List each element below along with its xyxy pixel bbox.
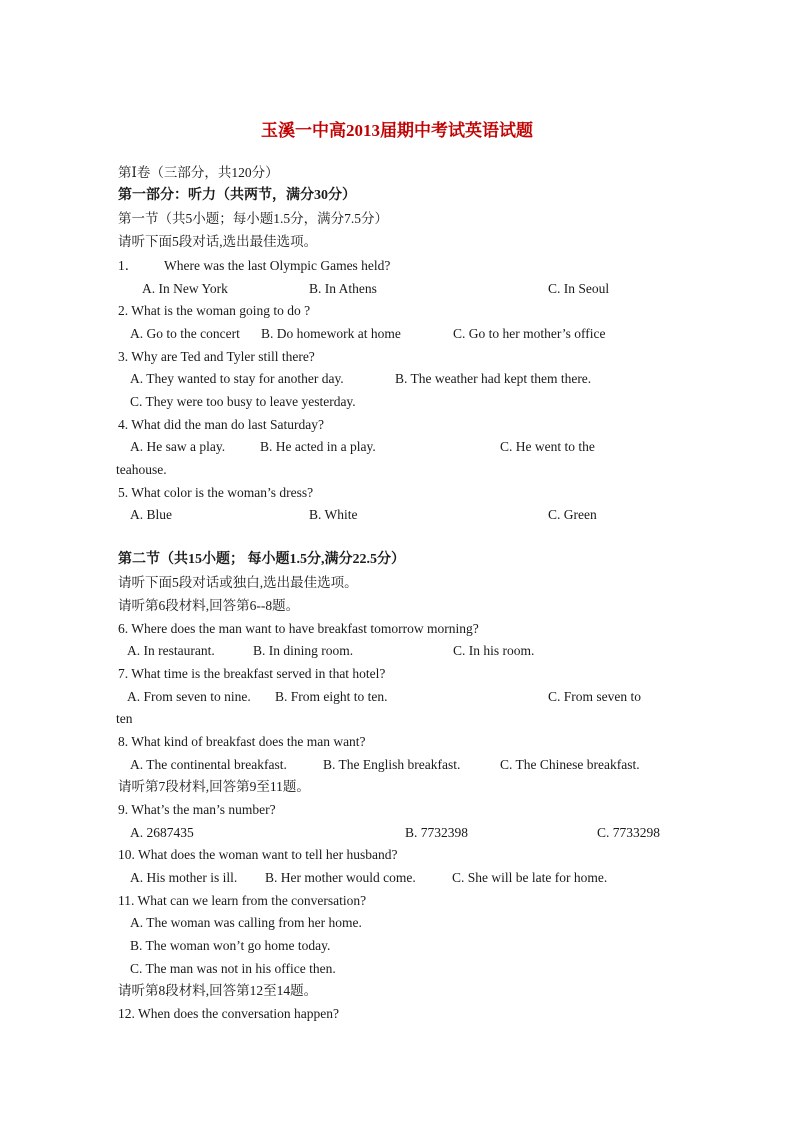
q7-option-c-continued: ten bbox=[116, 711, 133, 726]
question-1: Where was the last Olympic Games held? bbox=[164, 258, 391, 273]
q9-option-c: C. 7733298 bbox=[597, 825, 661, 840]
question-2: 2. What is the woman going to do ? bbox=[118, 303, 311, 318]
q5-option-b: B. White bbox=[309, 507, 358, 522]
q10-option-c: C. She will be late for home. bbox=[452, 870, 608, 885]
q2-option-c: C. Go to her mother’s office bbox=[453, 326, 606, 341]
question-5: 5. What color is the woman’s dress? bbox=[118, 485, 314, 500]
q6-option-b: B. In dining room. bbox=[253, 643, 354, 658]
q6-option-a: A. In restaurant. bbox=[127, 643, 215, 658]
q7-option-b: B. From eight to ten. bbox=[275, 689, 388, 704]
q2-option-a: A. Go to the concert bbox=[130, 326, 240, 341]
q11-option-c: C. The man was not in his office then. bbox=[130, 961, 336, 976]
part1-heading: 第一部分：听力（共两节，满分30分） bbox=[118, 188, 356, 203]
material-6-instruction: 请听第6段材料,回答第6--8题。 bbox=[118, 598, 300, 613]
question-3: 3. Why are Ted and Tyler still there? bbox=[118, 349, 315, 364]
q3-option-c: C. They were too busy to leave yesterday. bbox=[130, 394, 356, 409]
q1-option-a: A. In New York bbox=[142, 281, 228, 296]
q8-option-c: C. The Chinese breakfast. bbox=[500, 757, 640, 772]
q4-option-c-continued: teahouse. bbox=[116, 462, 167, 477]
material-7-instruction: 请听第7段材料,回答第9至11题。 bbox=[118, 779, 310, 794]
q3-option-b: B. The weather had kept them there. bbox=[395, 371, 592, 386]
volume-heading: 第Ⅰ卷（三部分，共120分） bbox=[118, 165, 279, 180]
section1-heading: 第一节（共5小题；每小题1.5分，满分7.5分） bbox=[118, 211, 388, 226]
q1-option-b: B. In Athens bbox=[309, 281, 377, 296]
section2-instruction: 请听下面5段对话或独白,选出最佳选项。 bbox=[118, 575, 358, 590]
question-8: 8. What kind of breakfast does the man want? bbox=[118, 734, 366, 749]
q9-option-b: B. 7732398 bbox=[405, 825, 469, 840]
q10-option-b: B. Her mother would come. bbox=[265, 870, 416, 885]
section1-instruction: 请听下面5段对话,选出最佳选项。 bbox=[118, 234, 318, 249]
question-9: 9. What’s the man’s number? bbox=[118, 802, 276, 817]
q2-option-b: B. Do homework at home bbox=[261, 326, 401, 341]
q1-option-c: C. In Seoul bbox=[548, 281, 610, 296]
question-number: 1． bbox=[118, 258, 139, 273]
document-title: 玉溪一中高2013届期中考试英语试题 bbox=[261, 121, 533, 140]
q7-option-a: A. From seven to nine. bbox=[127, 689, 251, 704]
q5-option-a: A. Blue bbox=[130, 507, 172, 522]
q8-option-a: A. The continental breakfast. bbox=[130, 757, 287, 772]
q7-option-c: C. From seven to bbox=[548, 689, 641, 704]
q4-option-a: A. He saw a play. bbox=[130, 439, 226, 454]
question-6: 6. Where does the man want to have breakfast tomorrow morning? bbox=[118, 621, 479, 636]
question-10: 10. What does the woman want to tell her husband? bbox=[118, 847, 398, 862]
q8-option-b: B. The English breakfast. bbox=[323, 757, 461, 772]
q5-option-c: C. Green bbox=[548, 507, 597, 522]
q3-option-a: A. They wanted to stay for another day. bbox=[130, 371, 344, 386]
section2-heading: 第二节（共15小题； 每小题1.5分,满分22.5分） bbox=[118, 552, 405, 567]
q10-option-a: A. His mother is ill. bbox=[130, 870, 238, 885]
question-11: 11. What can we learn from the conversation? bbox=[118, 893, 367, 908]
q6-option-c: C. In his room. bbox=[453, 643, 535, 658]
q4-option-c: C. He went to the bbox=[500, 439, 595, 454]
q9-option-a: A. 2687435 bbox=[130, 825, 194, 840]
question-4: 4. What did the man do last Saturday? bbox=[118, 417, 324, 432]
material-8-instruction: 请听第8段材料,回答第12至14题。 bbox=[118, 983, 318, 998]
q11-option-a: A. The woman was calling from her home. bbox=[130, 915, 362, 930]
question-7: 7. What time is the breakfast served in that hotel? bbox=[118, 666, 386, 681]
q11-option-b: B. The woman won’t go home today. bbox=[130, 938, 331, 953]
q4-option-b: B. He acted in a play. bbox=[260, 439, 376, 454]
question-12: 12. When does the conversation happen? bbox=[118, 1006, 339, 1021]
